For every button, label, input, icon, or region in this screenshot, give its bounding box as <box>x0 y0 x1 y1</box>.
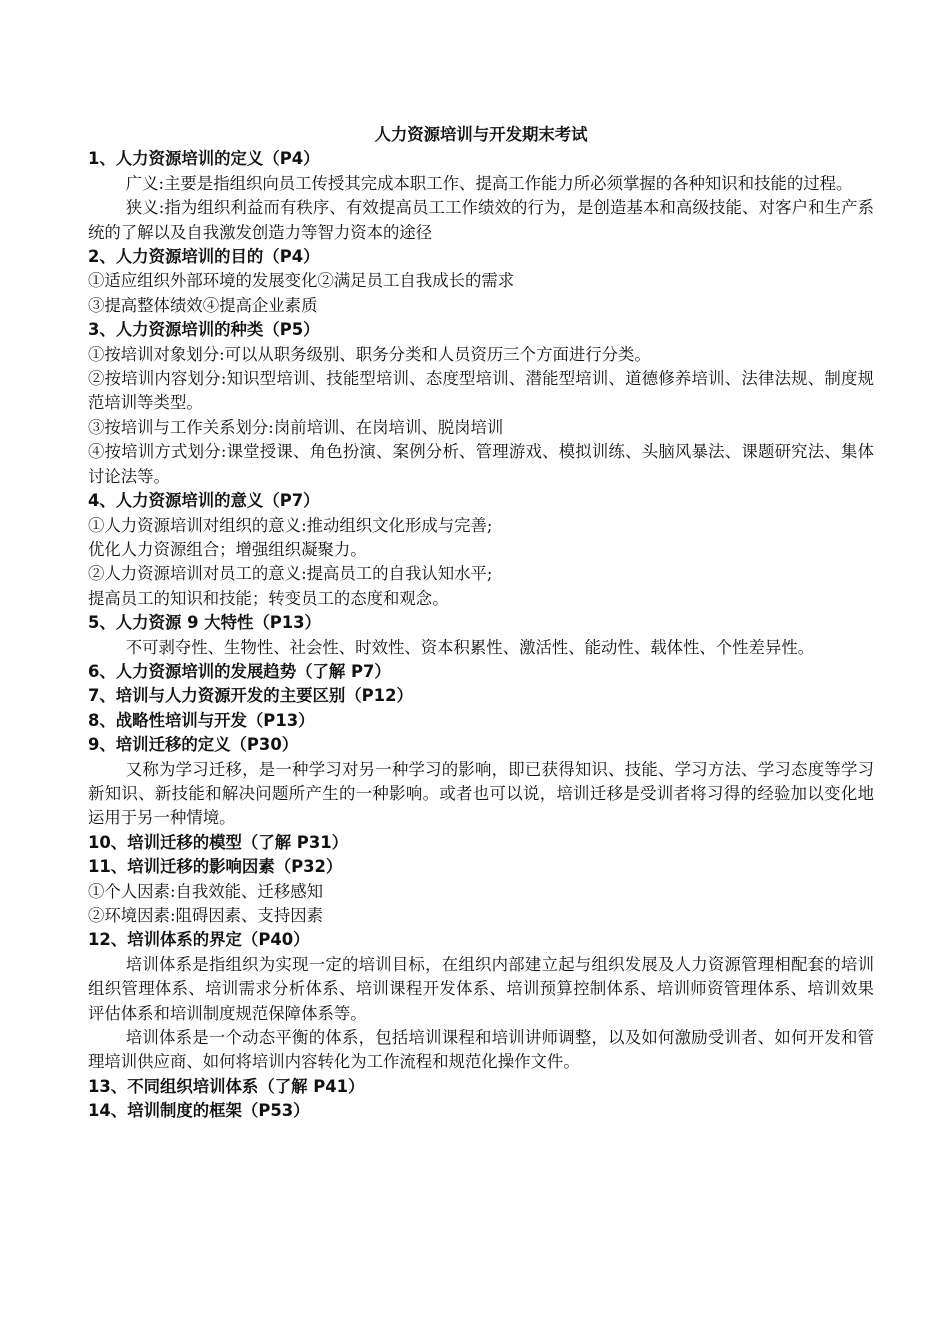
section <box>88 855 874 928</box>
section-paragraph: ①适应组织外部环境的发展变化②满足员工自我成长的需求 <box>88 271 515 291</box>
section-paragraph: ①人力资源培训对组织的意义:推动组织文化形成与完善; <box>88 515 493 535</box>
section-heading: 11、培训迁移的影响因素（P32） <box>88 857 343 877</box>
section-paragraph: 优化人力资源组合；增强组织凝聚力。 <box>88 539 367 559</box>
section-heading: 2、人力资源培训的目的（P4） <box>88 247 320 267</box>
section-paragraph: ③提高整体绩效④提高企业素质 <box>88 295 318 315</box>
section <box>88 318 874 489</box>
section-paragraph: ①按培训对象划分:可以从职务级别、职务分类和人员资历三个方面进行分类。 <box>88 344 651 364</box>
section-heading: 12、培训体系的界定（P40） <box>88 930 310 950</box>
section-paragraph: ②人力资源培训对员工的意义:提高员工的自我认知水平; <box>88 564 493 584</box>
section-paragraph: 又称为学习迁移，是一种学习对另一种学习的影响，即已获得知识、技能、学习方法、学习态度等学习新知识、新技能和解决问题所产生的一种影响。或者也可以说，培训迁移是受训者将习得的经验加以变化地运用于另一种情境。 <box>88 759 874 828</box>
section-paragraph: ④按培训方式划分:课堂授课、角色扮演、案例分析、管理游戏、模拟训练、头脑风暴法、课题研究法、集体讨论法等。 <box>88 442 874 486</box>
section-heading: 4、人力资源培训的意义（P7） <box>88 491 320 511</box>
section-heading: 7、培训与人力资源开发的主要区别（P12） <box>88 686 413 706</box>
section <box>88 611 874 660</box>
section <box>88 245 874 318</box>
section-heading: 13、不同组织培训体系（了解 P41） <box>88 1076 365 1096</box>
section <box>88 147 874 245</box>
section <box>88 733 874 831</box>
sections-container <box>88 147 874 1123</box>
section-heading: 8、战略性培训与开发（P13） <box>88 710 315 730</box>
section <box>88 1099 874 1123</box>
section-paragraph: 培训体系是指组织为实现一定的培训目标，在组织内部建立起与组织发展及人力资源管理相配套的培训组织管理体系、培训需求分析体系、培训课程开发体系、培训预算控制体系、培训师资管理体系、培训效果评估体系和培训制度规范保障体系等。 <box>88 954 874 1023</box>
section <box>88 831 874 855</box>
section-paragraph: 广义:主要是指组织向员工传授其完成本职工作、提高工作能力所必须掌握的各种知识和技能的过程。 <box>125 173 853 193</box>
document-page <box>88 123 874 1124</box>
section <box>88 684 874 708</box>
section-paragraph: ①个人因素:自我效能、迁移感知 <box>88 881 323 901</box>
section-heading: 10、培训迁移的模型（了解 P31） <box>88 832 349 852</box>
section-paragraph: ②按培训内容划分:知识型培训、技能型培训、态度型培训、潜能型培训、道德修养培训、法律法规、制度规范培训等类型。 <box>88 369 874 413</box>
section <box>88 489 874 611</box>
section <box>88 1075 874 1099</box>
section-paragraph: 培训体系是一个动态平衡的体系，包括培训课程和培训讲师调整，以及如何激励受训者、如何开发和管理培训供应商、如何将培训内容转化为工作流程和规范化操作文件。 <box>88 1028 874 1072</box>
section <box>88 660 874 684</box>
section <box>88 928 874 1074</box>
section-paragraph: ②环境因素:阻碍因素、支持因素 <box>88 906 323 925</box>
section-heading: 6、人力资源培训的发展趋势（了解 P7） <box>88 661 391 681</box>
section-paragraph: 不可剥夺性、生物性、社会性、时效性、资本积累性、激活性、能动性、载体性、个性差异性。 <box>125 637 815 657</box>
section-paragraph: 提高员工的知识和技能；转变员工的态度和观念。 <box>88 588 449 608</box>
document-title: 人力资源培训与开发期末考试 <box>374 125 588 144</box>
section-heading: 1、人力资源培训的定义（P4） <box>88 149 320 169</box>
section-heading: 9、培训迁移的定义（P30） <box>88 735 299 755</box>
section-heading: 14、培训制度的框架（P53） <box>88 1101 310 1121</box>
section-paragraph: ③按培训与工作关系划分:岗前培训、在岗培训、脱岗培训 <box>88 417 504 437</box>
section <box>88 709 874 733</box>
section-heading: 5、人力资源 9 大特性（P13） <box>88 613 321 633</box>
section-heading: 3、人力资源培训的种类（P5） <box>88 320 320 340</box>
section-paragraph: 狭义:指为组织利益而有秩序、有效提高员工工作绩效的行为，是创造基本和高级技能、对客户和生产系统的了解以及自我激发创造力等智力资本的途径 <box>88 198 874 242</box>
